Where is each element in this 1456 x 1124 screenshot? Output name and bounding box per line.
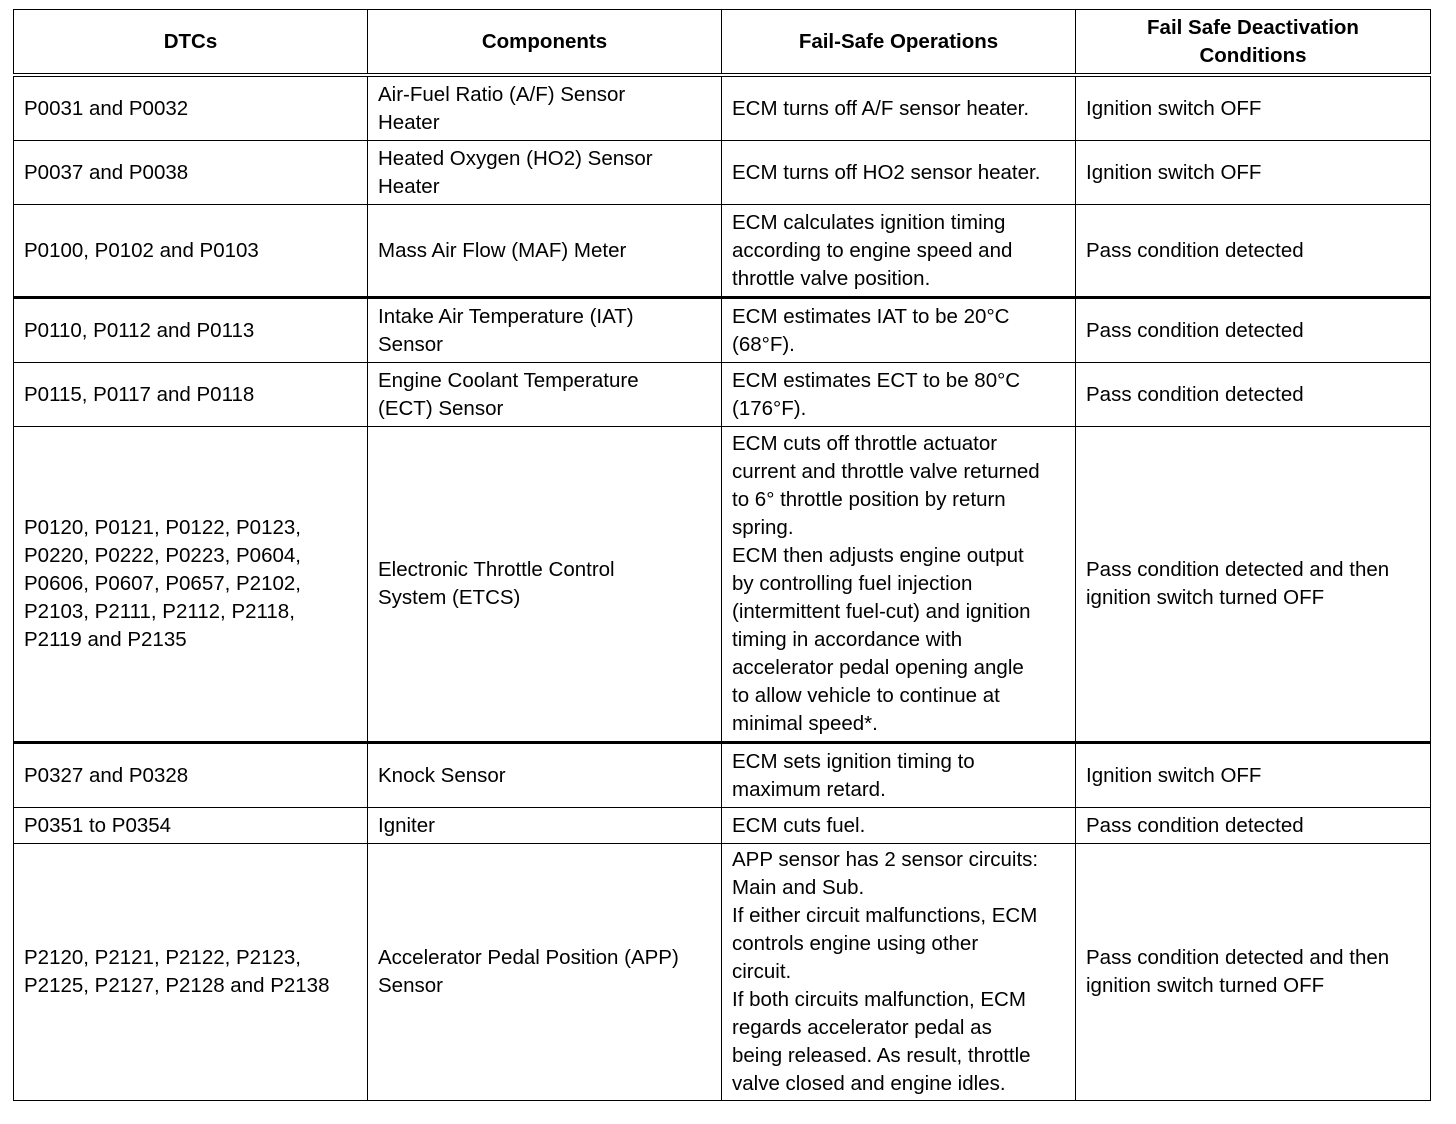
cell-operation: ECM calculates ignition timing according to engine speed and throttle valve position.: [722, 205, 1076, 298]
cell-component: Knock Sensor: [368, 743, 722, 808]
cell-component: Engine Coolant Temperature (ECT) Sensor: [368, 363, 722, 427]
cell-deactivation: Ignition switch OFF: [1076, 75, 1431, 141]
cell-component: Heated Oxygen (HO2) Sensor Heater: [368, 141, 722, 205]
cell-component: Mass Air Flow (MAF) Meter: [368, 205, 722, 298]
cell-operation: ECM turns off HO2 sensor heater.: [722, 141, 1076, 205]
table-row: [14, 141, 1431, 205]
table-row: [14, 298, 1431, 363]
table-row: [14, 844, 1431, 1101]
cell-dtcs: P0327 and P0328: [14, 743, 368, 808]
cell-dtcs: P0037 and P0038: [14, 141, 368, 205]
cell-operation: ECM turns off A/F sensor heater.: [722, 75, 1076, 141]
fail-safe-table: [13, 9, 1431, 1101]
cell-operation: ECM estimates ECT to be 80°C (176°F).: [722, 363, 1076, 427]
header-deactivation-conditions: Fail Safe Deactivation Conditions: [1076, 10, 1431, 76]
cell-component: Intake Air Temperature (IAT) Sensor: [368, 298, 722, 363]
table-row: [14, 427, 1431, 743]
cell-deactivation: Pass condition detected and then ignition switch turned OFF: [1076, 844, 1431, 1101]
cell-component: Igniter: [368, 808, 722, 844]
header-fail-safe-operations: Fail-Safe Operations: [722, 10, 1076, 76]
header-components: Components: [368, 10, 722, 76]
cell-operation: ECM sets ignition timing to maximum retard.: [722, 743, 1076, 808]
table-row: [14, 808, 1431, 844]
table-row: [14, 363, 1431, 427]
cell-deactivation: Pass condition detected: [1076, 205, 1431, 298]
cell-dtcs: P0351 to P0354: [14, 808, 368, 844]
cell-dtcs: P2120, P2121, P2122, P2123, P2125, P2127, P2128 and P2138: [14, 844, 368, 1101]
cell-dtcs: P0100, P0102 and P0103: [14, 205, 368, 298]
cell-deactivation: Ignition switch OFF: [1076, 743, 1431, 808]
table-row: [14, 75, 1431, 141]
cell-dtcs: P0031 and P0032: [14, 75, 368, 141]
cell-deactivation: Pass condition detected and then ignition switch turned OFF: [1076, 427, 1431, 743]
cell-operation: ECM cuts off throttle actuator current and throttle valve returned to 6° throttle position by return spring. ECM then adjusts engine output by controlling fuel injection (intermittent fuel-cut) and ignition timing in accordance with accelerator pedal opening angle to allow vehicle to continue at minimal speed*.: [722, 427, 1076, 743]
table-header-row: [14, 10, 1431, 76]
cell-dtcs: P0115, P0117 and P0118: [14, 363, 368, 427]
cell-deactivation: Pass condition detected: [1076, 363, 1431, 427]
cell-operation: ECM cuts fuel.: [722, 808, 1076, 844]
cell-deactivation: Pass condition detected: [1076, 298, 1431, 363]
cell-dtcs: P0120, P0121, P0122, P0123, P0220, P0222, P0223, P0604, P0606, P0607, P0657, P2102, P2103, P2111, P2112, P2118, P2119 and P2135: [14, 427, 368, 743]
cell-component: Accelerator Pedal Position (APP) Sensor: [368, 844, 722, 1101]
table-row: [14, 205, 1431, 298]
cell-dtcs: P0110, P0112 and P0113: [14, 298, 368, 363]
cell-component: Electronic Throttle Control System (ETCS): [368, 427, 722, 743]
table-row: [14, 743, 1431, 808]
cell-component: Air-Fuel Ratio (A/F) Sensor Heater: [368, 75, 722, 141]
cell-deactivation: Pass condition detected: [1076, 808, 1431, 844]
cell-operation: ECM estimates IAT to be 20°C (68°F).: [722, 298, 1076, 363]
cell-deactivation: Ignition switch OFF: [1076, 141, 1431, 205]
cell-operation: APP sensor has 2 sensor circuits: Main and Sub. If either circuit malfunctions, ECM controls engine using other circuit. If both circuits malfunction, ECM regards accelerator pedal as being released. As result, throttle valve closed and engine idles.: [722, 844, 1076, 1101]
header-dtcs: DTCs: [14, 10, 368, 76]
